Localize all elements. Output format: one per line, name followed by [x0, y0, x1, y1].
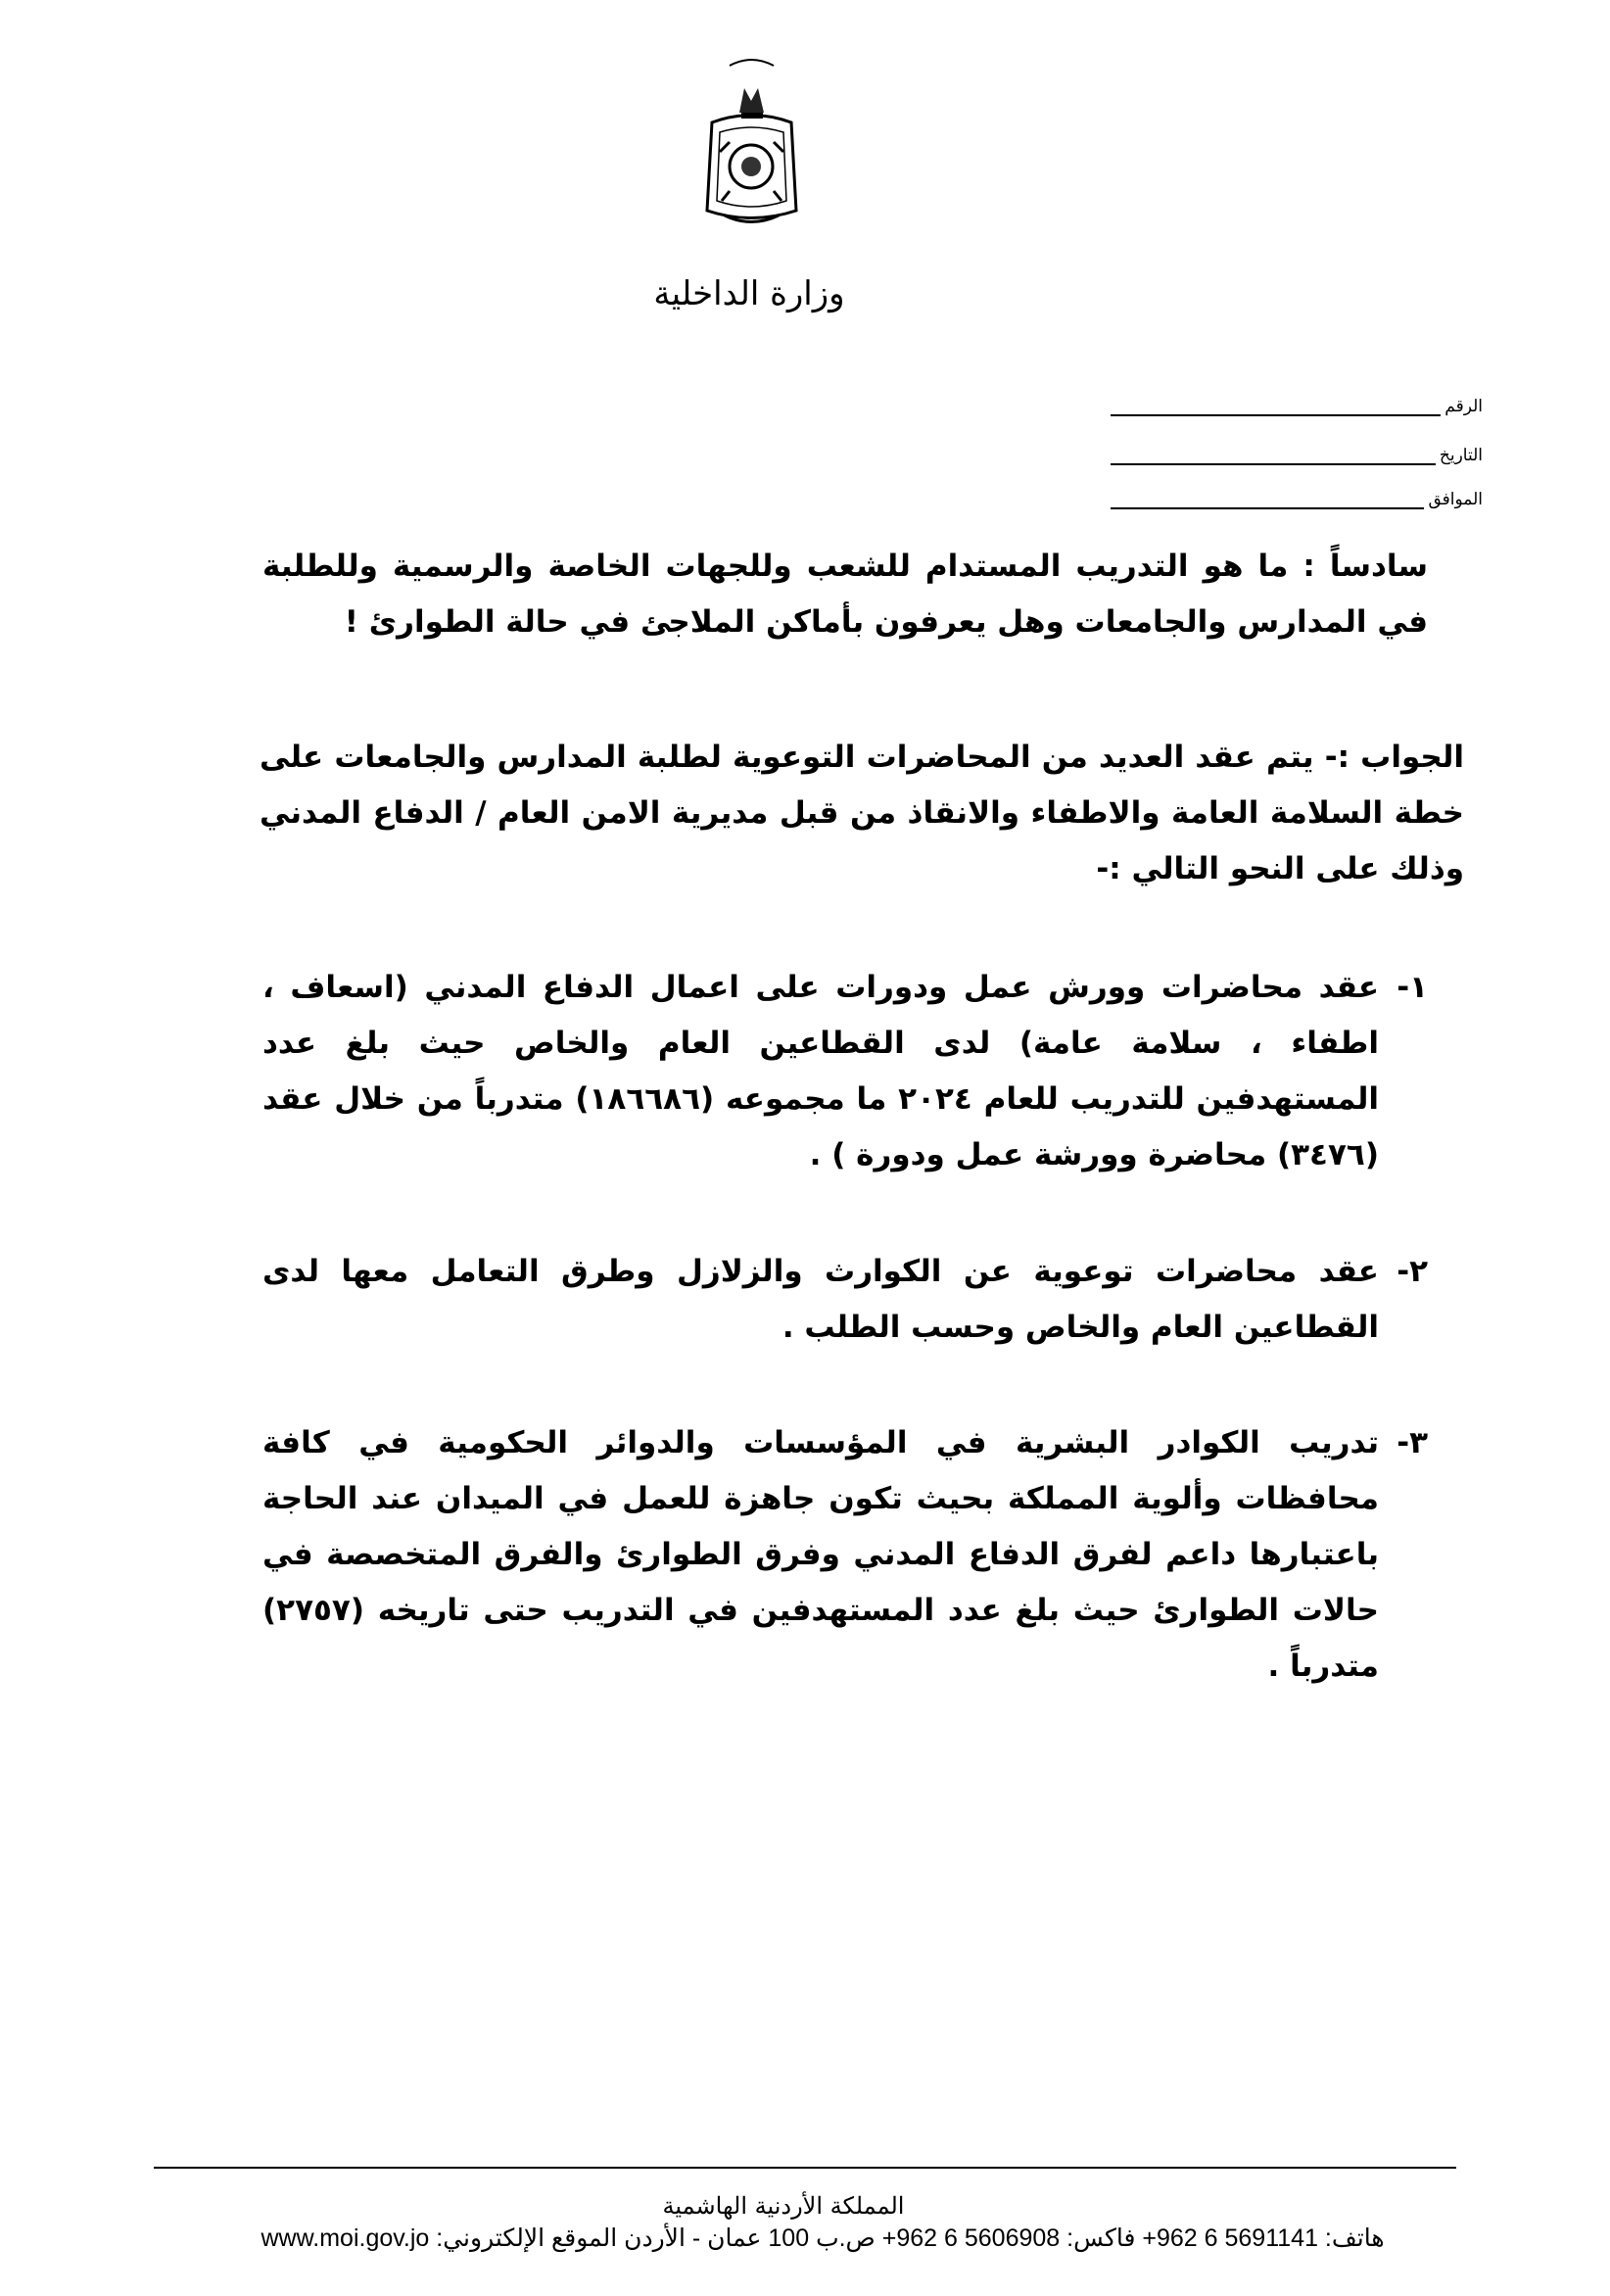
date-field — [1111, 446, 1483, 465]
item-number: ٣- — [1397, 1425, 1428, 1460]
footer-kingdom-name: المملكة الأردنية الهاشمية — [662, 2192, 905, 2220]
answer-item — [262, 1244, 1428, 1356]
footer-contact-info: هاتف: 5691141 6 962+ فاكس: 5606908 6 962+ ص.ب 100 عمان - الأردن الموقع الإلكتروني: www.moi.gov.jo — [260, 2224, 1385, 2252]
item-number: ١- — [1397, 970, 1428, 1005]
item-text: عقد محاضرات توعوية عن الكوارث والزلازل وطرق التعامل معها لدى القطاعين العام والخاص وحسب الطلب . — [262, 1254, 1379, 1345]
item-number: ٢- — [1397, 1254, 1428, 1289]
field-label: الرقم — [1444, 397, 1483, 416]
answer-item — [262, 1415, 1428, 1695]
reference-number-field — [1111, 397, 1483, 416]
corresponding-date-field — [1111, 490, 1483, 509]
coat-of-arms-icon — [690, 54, 813, 240]
item-text: تدريب الكوادر البشرية في المؤسسات والدوائر الحكومية في كافة محافظات وألوية المملكة بحيث تكون جاهزة للعمل في الميدان عند الحاجة باعتبارها داعم لفرق الدفاع المدني وفرق الطوارئ والفرق المتخصصة في حالات الطوارئ حيث بلغ عدد المستهدفين في التدريب حتى تاريخه (٢٧٥٧) متدرباً . — [262, 1425, 1379, 1684]
ministry-name: وزارة الداخلية — [653, 274, 845, 313]
answer-item — [262, 960, 1428, 1183]
question-text: سادساً : ما هو التدريب المستدام للشعب وللجهات الخاصة والرسمية وللطلبة في المدارس والجامعات وهل يعرفون بأماكن الملاجئ في حالة الطوارئ ! — [262, 549, 1428, 640]
answer-intro: الجواب :- يتم عقد العديد من المحاضرات التوعوية لطلبة المدارس والجامعات على خطة السلامة العامة والاطفاء والانقاذ من قبل مديرية الامن العام / الدفاع المدني وذلك على النحو التالي :- — [260, 740, 1464, 886]
footer-divider — [154, 2167, 1456, 2169]
field-label: التاريخ — [1439, 446, 1483, 465]
item-text: عقد محاضرات وورش عمل ودورات على اعمال الدفاع المدني (اسعاف ، اطفاء ، سلامة عامة) لدى القطاعين العام والخاص حيث بلغ عدد المستهدفين للتدريب للعام ٢٠٢٤ ما مجموعه (١٨٦٦٨٦) متدرباً من خلال عقد (٣٤٧٦) محاضرة وورشة عمل ودورة ) . — [262, 970, 1380, 1172]
field-label: الموافق — [1428, 490, 1483, 509]
